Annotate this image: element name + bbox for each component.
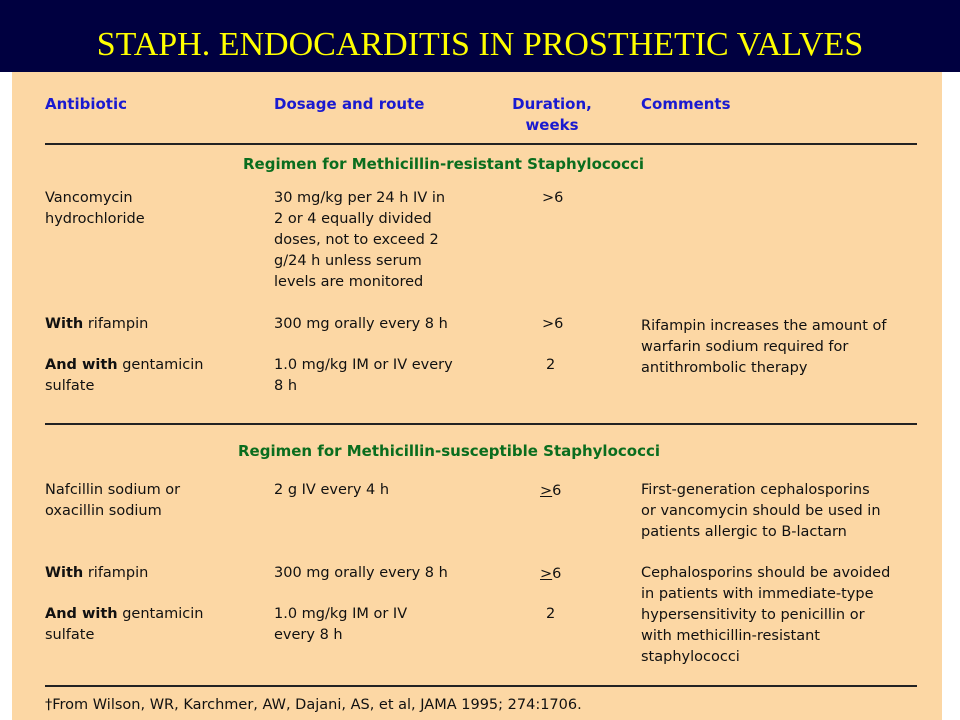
r1-row2-comment-1: Rifampin increases the amount of bbox=[641, 318, 887, 334]
r1-row3-antibiotic-1 bbox=[45, 355, 203, 376]
header-comments: Comments bbox=[641, 95, 731, 113]
r2-row2-comment-4: with methicillin-resistant bbox=[641, 628, 820, 644]
r1-row1-dosage-5: levels are monitored bbox=[274, 274, 424, 290]
footnote: †From Wilson, WR, Karchmer, AW, Dajani, AS, et al, JAMA 1995; 274:1706. bbox=[45, 697, 582, 713]
divider-header bbox=[45, 143, 917, 145]
r2-row2-comment-5: staphylococci bbox=[641, 649, 740, 665]
regimen1-heading: Regimen for Methicillin-resistant Staphylococci bbox=[243, 155, 645, 173]
r1-row3-prefix: And with bbox=[45, 357, 118, 373]
r2-row3-duration: 2 bbox=[546, 606, 556, 622]
r2-row2-duration-num: 6 bbox=[552, 566, 562, 582]
r1-row2-dosage: 300 mg orally every 8 h bbox=[274, 316, 448, 332]
r1-row2-comment-3: antithrombolic therapy bbox=[641, 360, 808, 376]
r1-row2-antibiotic-name: rifampin bbox=[87, 316, 149, 332]
r2-row2-comment-2: in patients with immediate-type bbox=[641, 586, 874, 602]
slide-title: STAPH. ENDOCARDITIS IN PROSTHETIC VALVES bbox=[96, 26, 864, 63]
regimen2-heading: Regimen for Methicillin-susceptible Staphylococci bbox=[238, 442, 660, 460]
r2-row1-duration-num: 6 bbox=[552, 483, 562, 499]
title-bar bbox=[0, 0, 960, 72]
r2-row1-comment-3: patients allergic to B-lactarn bbox=[641, 524, 847, 540]
r1-row3-dosage-1: 1.0 mg/kg IM or IV every bbox=[274, 357, 453, 373]
r2-row1-duration-mark: > bbox=[540, 483, 553, 499]
r1-row3-dosage-2: 8 h bbox=[274, 378, 298, 394]
r1-row3-antibiotic-2: sulfate bbox=[45, 378, 95, 394]
r2-row2-duration bbox=[540, 564, 561, 585]
r1-row1-antibiotic-1: Vancomycin bbox=[45, 190, 133, 206]
r2-row1-antibiotic-1: Nafcillin sodium or bbox=[45, 482, 181, 498]
r2-row2-comment-1: Cephalosporins should be avoided bbox=[641, 565, 891, 581]
r2-row1-dosage: 2 g IV every 4 h bbox=[274, 482, 390, 498]
r2-row2-antibiotic-name: rifampin bbox=[87, 565, 149, 581]
table-sheet bbox=[12, 72, 942, 720]
r1-row2-prefix: With bbox=[45, 316, 84, 332]
r1-row2-comment-2: warfarin sodium required for bbox=[641, 339, 849, 355]
r2-row2-comment-3: hypersensitivity to penicillin or bbox=[641, 607, 865, 623]
r2-row2-antibiotic bbox=[45, 563, 148, 584]
header-duration-line1: Duration, bbox=[512, 95, 592, 113]
r2-row1-comment-1: First-generation cephalosporins bbox=[641, 482, 870, 498]
r2-row3-antibiotic-1 bbox=[45, 604, 203, 625]
divider-regimen2 bbox=[45, 423, 917, 425]
r2-row2-prefix: With bbox=[45, 565, 84, 581]
r2-row3-antibiotic-name: gentamicin bbox=[122, 606, 204, 622]
r2-row2-duration-mark: > bbox=[540, 566, 553, 582]
r2-row1-antibiotic-2: oxacillin sodium bbox=[45, 503, 162, 519]
r1-row2-duration: >6 bbox=[542, 316, 564, 332]
r1-row1-dosage-1: 30 mg/kg per 24 h IV in bbox=[274, 190, 446, 206]
header-duration-line2: weeks bbox=[525, 116, 579, 134]
r2-row1-duration bbox=[540, 481, 561, 502]
r1-row3-antibiotic-name: gentamicin bbox=[122, 357, 204, 373]
r2-row3-dosage-1: 1.0 mg/kg IM or IV bbox=[274, 606, 408, 622]
r1-row1-duration: >6 bbox=[542, 190, 564, 206]
r2-row3-antibiotic-2: sulfate bbox=[45, 627, 95, 643]
divider-footnote bbox=[45, 685, 917, 687]
r1-row2-antibiotic bbox=[45, 314, 148, 335]
r2-row3-prefix: And with bbox=[45, 606, 118, 622]
header-dosage: Dosage and route bbox=[274, 95, 425, 113]
r2-row1-comment-2: or vancomycin should be used in bbox=[641, 503, 881, 519]
r2-row3-dosage-2: every 8 h bbox=[274, 627, 343, 643]
r1-row1-dosage-3: doses, not to exceed 2 bbox=[274, 232, 439, 248]
r2-row2-dosage: 300 mg orally every 8 h bbox=[274, 565, 448, 581]
r1-row1-antibiotic-2: hydrochloride bbox=[45, 211, 145, 227]
r1-row3-duration: 2 bbox=[546, 357, 556, 373]
r1-row1-dosage-2: 2 or 4 equally divided bbox=[274, 211, 432, 227]
r1-row1-dosage-4: g/24 h unless serum bbox=[274, 253, 422, 269]
header-antibiotic: Antibiotic bbox=[45, 95, 127, 113]
